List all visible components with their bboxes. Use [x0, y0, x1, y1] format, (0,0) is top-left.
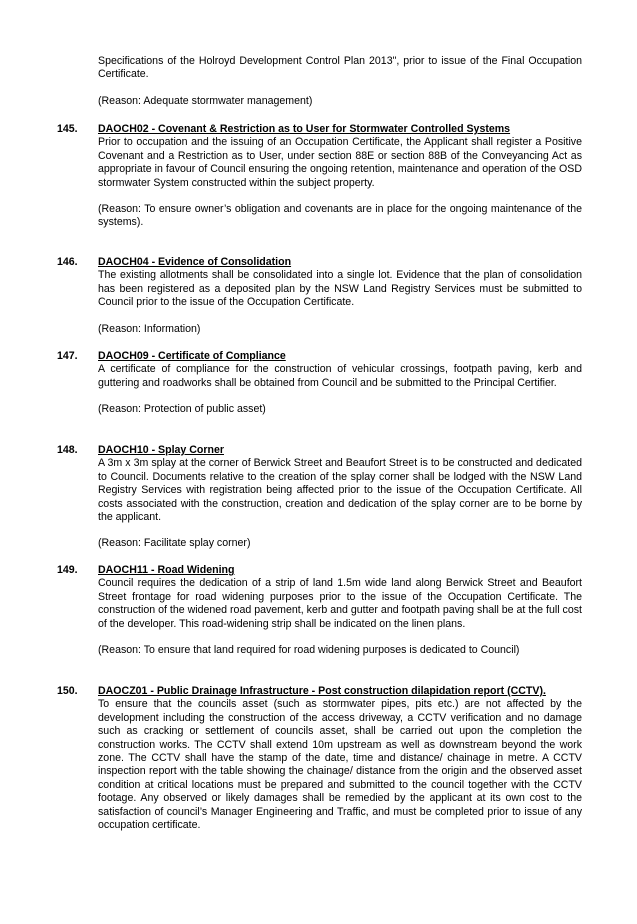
condition-body: Council requires the dedication of a strip of land 1.5m wide land along Berwick Street and Beaufort Street frontage for road widening purposes prior to the issue of the Occupation Certificate. The construction of the widened road pavement, kerb and gutter and footpath paving shall be at the full cost of the developer. This road-widening strip shall be indicated on the linen plans. — [98, 577, 582, 630]
condition-reason: (Reason: Protection of public asset) — [98, 403, 266, 416]
condition-150 — [98, 685, 582, 832]
condition-number-148: 148. — [57, 444, 78, 456]
condition-145 — [98, 123, 582, 230]
condition-number-149: 149. — [57, 564, 78, 576]
condition-title: DAOCH04 - Evidence of Consolidation — [98, 256, 292, 268]
intro-text: Specifications of the Holroyd Development Control Plan 2013", prior to issue of the Final Occupation Certificate. — [98, 55, 582, 81]
condition-148 — [98, 444, 582, 551]
condition-title: DAOCH09 - Certificate of Compliance — [98, 350, 286, 362]
condition-title: DAOCH02 - Covenant & Restriction as to User for Stormwater Controlled Systems — [98, 123, 511, 135]
condition-146 — [98, 256, 582, 336]
condition-body: A certificate of compliance for the construction of vehicular crossings, footpath paving, kerb and guttering and roadworks shall be obtained from Council and be submitted to the Principal Certifier. — [98, 363, 582, 389]
condition-reason: (Reason: To ensure owner’s obligation and covenants are in place for the ongoing maintenance of the systems). — [98, 203, 582, 229]
condition-body: A 3m x 3m splay at the corner of Berwick Street and Beaufort Street is to be constructed and dedicated to Council. Documents relative to the creation of the splay corner shall be lodged with the NSW Land Registry Services with registration being affected prior to the issue of the Occupation Certificate. All costs associated with the construction, creation and dedication of the splay corner are to be borne by the applicant. — [98, 457, 582, 524]
condition-reason: (Reason: Information) — [98, 322, 201, 335]
condition-reason: (Reason: Facilitate splay corner) — [98, 537, 251, 550]
condition-title: DAOCH10 - Splay Corner — [98, 444, 224, 456]
condition-title: DAOCZ01 - Public Drainage Infrastructure - Post construction dilapidation report (CCTV). — [98, 685, 546, 697]
condition-number-145: 145. — [57, 123, 78, 135]
condition-body: Prior to occupation and the issuing of an Occupation Certificate, the Applicant shall register a Positive Covenant and a Restriction as to User, under section 88E or section 88B of the Conveyancing Act as appropriate in favour of Council ensuring the ongoing retention, maintenance and operation of the OSD stormwater System constructed within the subject property. — [98, 136, 582, 189]
intro-reason: (Reason: Adequate stormwater management) — [98, 94, 313, 107]
condition-number-146: 146. — [57, 256, 78, 268]
condition-body: The existing allotments shall be consolidated into a single lot. Evidence that the plan of consolidation has been registered as a deposited plan by the NSW Land Registry Services must be submitted to Council prior to the issue of the Occupation Certificate. — [98, 269, 582, 309]
condition-number-150: 150. — [57, 685, 78, 697]
condition-title: DAOCH11 - Road Widening — [98, 564, 235, 576]
intro-block — [98, 55, 582, 108]
condition-147 — [98, 350, 582, 417]
condition-number-147: 147. — [57, 350, 78, 362]
condition-reason: (Reason: To ensure that land required for road widening purposes is dedicated to Council) — [98, 644, 520, 657]
condition-body: To ensure that the councils asset (such as stormwater pipes, pits etc.) are not affected by the development including the construction of the access driveway, a CCTV verification and no damage such as cracking or settlement of councils asset, shall be carried out upon the completion the construction works. The CCTV shall extend 10m upstream as well as downstream beyond the work zone. The CCTV shall have the stamp of the date, time and distance/ chainage in metre. A CCTV inspection report with the table showing the chainage/ distance from the origin and the observed asset condition at critical locations must be prepared and submitted to the council together with the CCTV footage. Any observed or likely damages shall be remedied by the applicant at its own cost to the satisfaction of council’s Manager Engineering and Traffic, and must be completed prior to issue of any occupation certificate. — [98, 698, 582, 832]
condition-149 — [98, 564, 582, 657]
